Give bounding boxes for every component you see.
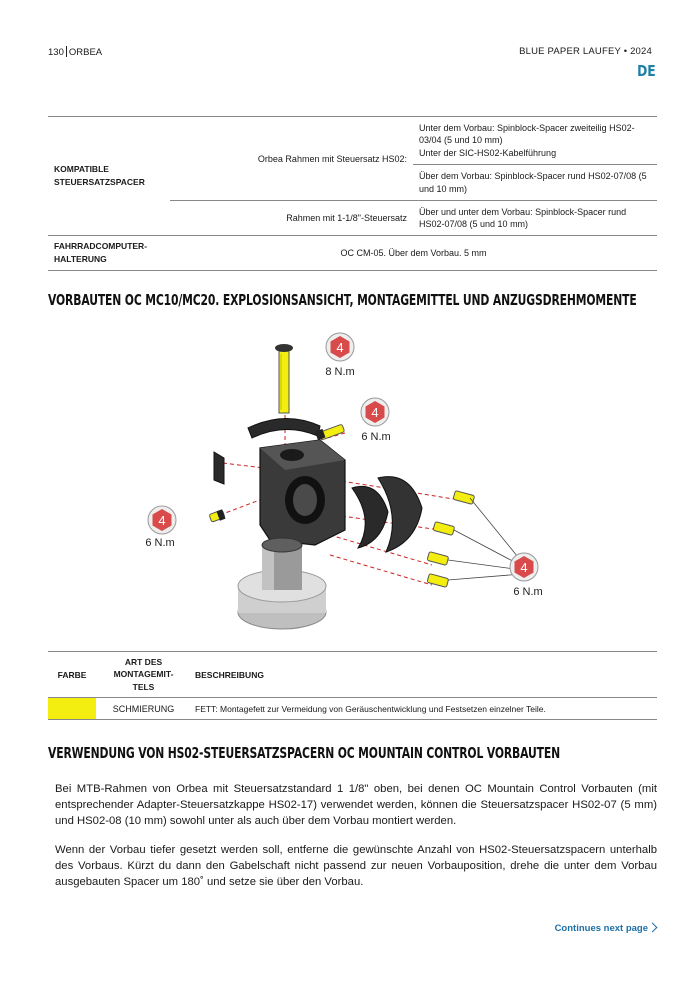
compatibility-table xyxy=(48,116,657,271)
faceplate-left xyxy=(352,486,388,548)
torque-right-label: 6 N.m xyxy=(513,586,543,598)
frame-1-1-8-label: Rahmen mit 1-1/8"-Steuersatz xyxy=(170,201,413,236)
col-header-color: FARBE xyxy=(57,669,87,680)
lubricant-legend-table xyxy=(48,651,657,720)
left-bolt xyxy=(209,509,225,522)
right-bolts xyxy=(427,491,475,588)
publication-title: BLUE PAPER LAUFEY • 2024 xyxy=(519,46,652,57)
chevron-right-icon xyxy=(648,923,658,933)
col-header-type: ART DES MONTAGEMIT-TELS xyxy=(113,656,174,692)
torque-top-label: 8 N.m xyxy=(325,366,355,378)
headset-cap xyxy=(238,538,326,629)
section-title-spacers: VERWENDUNG VON HS02-STEUERSATZSPACERN OC MOUNTAIN CONTROL VORBAUTEN xyxy=(48,744,561,762)
header-separator xyxy=(66,46,67,57)
stem-exploded-diagram xyxy=(120,330,560,642)
paragraph-lower-stem: Wenn der Vorbau tiefer gesetzt werden soll, entferne die gewünschte Anzahl von HS02-Steuersatzspacern unterhalb des Vorbaus. Kürzt du dann den Gabelschaft nicht passend zur neuen Vorbauposition, drehe die unter dem Vorbau ausgebauten Spacer um 180˚ und setze sie über den Vorbau. xyxy=(55,844,657,888)
brand-name: ORBEA xyxy=(68,47,103,58)
computer-mount-text: OC CM-05. Über dem Vorbau. 5 mm xyxy=(340,248,487,258)
page-header xyxy=(48,46,652,62)
grease-type: SCHMIERUNG xyxy=(112,703,175,714)
col-header-description: BESCHREIBUNG xyxy=(195,669,264,680)
table-header-row xyxy=(48,652,657,698)
page-number: 130 xyxy=(48,47,64,58)
torque-badge-upper xyxy=(361,398,391,443)
torque-upper-label: 6 N.m xyxy=(361,431,391,443)
continues-label: Continues next page xyxy=(554,923,648,934)
computer-mount-label: FAHRRADCOMPUTER-HALTERUNG xyxy=(54,241,148,264)
hex-size-label: 4 xyxy=(158,513,166,528)
frame-hs02-label: Orbea Rahmen mit Steuersatz HS02: xyxy=(257,153,407,164)
continues-next-page-link[interactable] xyxy=(555,923,656,934)
section-title-exploded-view: VORBAUTEN OC MC10/MC20. EXPLOSIONSANSICHT, MONTAGEMITTEL UND ANZUGSDREHMOMENTE xyxy=(48,291,637,309)
hex-size-label: 4 xyxy=(371,405,379,420)
hs02-below-cell xyxy=(413,117,657,165)
torque-badge-left xyxy=(145,506,176,549)
torque-badge-right xyxy=(510,553,543,598)
table-row xyxy=(48,698,657,720)
compat-spacer-label: KOMPATIBLE STEUERSATZSPACER xyxy=(48,117,170,236)
stem-body xyxy=(260,440,345,545)
top-bolt xyxy=(275,344,293,413)
table-row xyxy=(48,117,657,165)
grease-description: FETT: Montagefett zur Vermeidung von Geräuschentwicklung und Festsetzen einzelner Teile. xyxy=(195,703,546,714)
hs02-below-text: Unter dem Vorbau: Spinblock-Spacer zweiteilig HS02-03/04 (5 und 10 mm) xyxy=(419,122,635,146)
torque-badge-top xyxy=(325,333,354,378)
hs02-cable-text: Unter der SIC-HS02-Kabelführung xyxy=(419,147,557,158)
hs02-above-text: Über dem Vorbau: Spinblock-Spacer rund HS02-07/08 (5 und 10 mm) xyxy=(419,171,647,194)
top-cap xyxy=(248,418,320,438)
language-code: DE xyxy=(637,62,656,80)
grease-color-swatch xyxy=(48,698,96,720)
torque-left-label: 6 N.m xyxy=(145,537,175,549)
hex-size-label: 4 xyxy=(520,560,528,575)
hex-size-label: 4 xyxy=(336,340,344,355)
paragraph-spacer-info: Bei MTB-Rahmen von Orbea mit Steuersatzstandard 1 1/8" oben, bei denen OC Mountain Control Vorbauten (mit entsprechender Adapter-Steuersatzkappe HS02-17) verwendet werden, können die Steuersatzspacer HS02-07 (5 mm) und HS02-08 (10 mm) sowohl unter als auch über dem Vorbau montiert werden. xyxy=(55,783,657,827)
page-number-brand xyxy=(48,46,102,58)
frame-1-1-8-text: Über und unter dem Vorbau: Spinblock-Spacer rund HS02-07/08 (5 und 10 mm) xyxy=(413,201,657,236)
table-row xyxy=(48,236,657,271)
left-spacer xyxy=(214,452,224,484)
